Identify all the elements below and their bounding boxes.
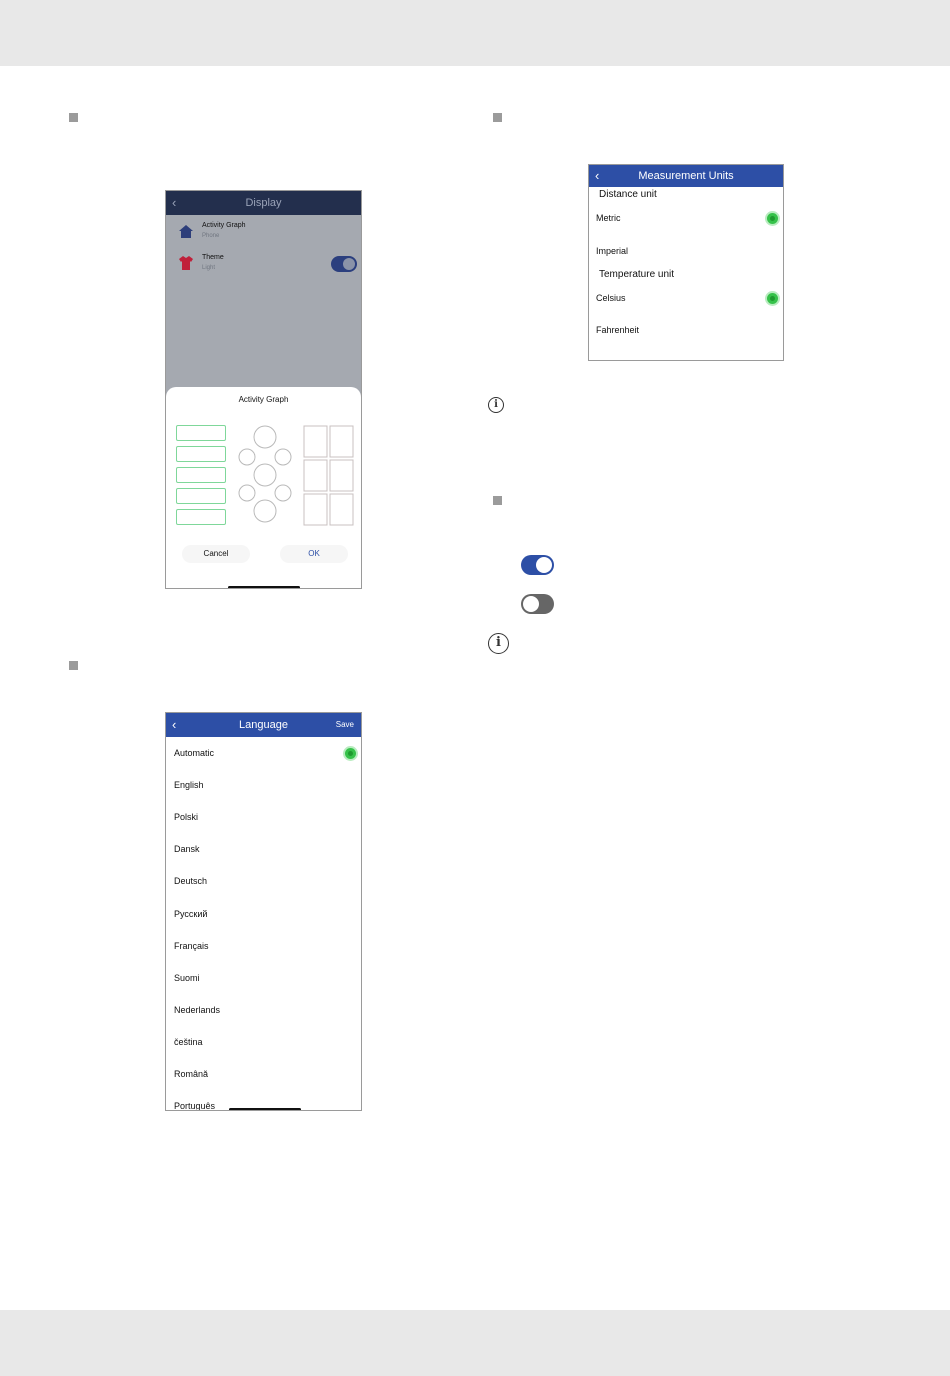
theme-toggle[interactable] bbox=[331, 256, 357, 272]
language-label: Română bbox=[174, 1069, 209, 1079]
bullet-marker bbox=[69, 661, 78, 670]
display-item-label: Theme bbox=[202, 254, 224, 261]
language-item[interactable] bbox=[166, 938, 361, 958]
option-label: Imperial bbox=[596, 246, 629, 256]
cancel-button[interactable]: Cancel bbox=[182, 545, 250, 563]
bar-slot bbox=[176, 446, 226, 462]
activity-graph-dialog bbox=[166, 387, 361, 589]
temperature-unit-header: Temperature unit bbox=[599, 269, 675, 280]
language-item[interactable] bbox=[166, 841, 361, 861]
option-imperial[interactable] bbox=[589, 242, 783, 262]
display-item-theme[interactable] bbox=[166, 253, 361, 281]
display-nav-bar bbox=[166, 191, 361, 215]
dialog-title: Activity Graph bbox=[238, 395, 289, 404]
home-indicator bbox=[228, 586, 300, 589]
display-screen bbox=[165, 190, 362, 589]
bullet-marker bbox=[493, 496, 502, 505]
option-fahrenheit[interactable] bbox=[589, 321, 783, 341]
language-item[interactable] bbox=[166, 873, 361, 893]
chevron-left-icon[interactable]: ‹ bbox=[172, 717, 177, 732]
save-button[interactable]: Save bbox=[335, 720, 354, 729]
language-item[interactable] bbox=[166, 777, 361, 797]
option-metric[interactable] bbox=[589, 209, 783, 229]
toggle-knob bbox=[536, 557, 552, 573]
language-label: Automatic bbox=[174, 748, 215, 758]
display-item-activity-graph[interactable] bbox=[166, 221, 361, 249]
chevron-left-icon[interactable]: ‹ bbox=[172, 195, 177, 210]
ok-button[interactable]: OK bbox=[280, 545, 348, 563]
language-nav-bar bbox=[166, 713, 361, 737]
language-label: Português bbox=[174, 1101, 216, 1111]
language-item[interactable] bbox=[166, 1034, 361, 1054]
footer-band bbox=[0, 1310, 950, 1376]
language-label: Dansk bbox=[174, 844, 200, 854]
option-label: Metric bbox=[596, 213, 621, 223]
language-item[interactable] bbox=[166, 1002, 361, 1022]
bar-slot bbox=[176, 509, 226, 525]
display-item-sublabel: Light bbox=[202, 265, 216, 271]
language-item[interactable] bbox=[166, 809, 361, 829]
language-item[interactable] bbox=[166, 970, 361, 990]
chevron-left-icon[interactable]: ‹ bbox=[595, 168, 600, 183]
language-item-automatic[interactable] bbox=[166, 745, 361, 765]
display-item-sublabel: Phone bbox=[202, 233, 220, 239]
toggle-on-icon bbox=[521, 555, 554, 575]
language-screen bbox=[165, 712, 362, 1111]
bar-slot bbox=[176, 467, 226, 483]
selected-radio-icon bbox=[345, 748, 356, 759]
language-item[interactable] bbox=[166, 906, 361, 926]
toggle-knob bbox=[523, 596, 539, 612]
measurement-units-screen bbox=[588, 164, 784, 361]
selected-radio-icon bbox=[767, 213, 778, 224]
measurement-nav-bar bbox=[589, 165, 783, 187]
option-celsius[interactable] bbox=[589, 289, 783, 309]
language-label: Deutsch bbox=[174, 876, 208, 886]
option-label: Fahrenheit bbox=[596, 325, 640, 335]
display-item-label: Activity Graph bbox=[202, 222, 246, 229]
graph-option-circles[interactable] bbox=[236, 423, 294, 527]
shirt-icon bbox=[178, 255, 194, 271]
toggle-off-icon bbox=[521, 594, 554, 614]
home-icon bbox=[178, 223, 194, 239]
bar-slot bbox=[176, 488, 226, 504]
language-label: Polski bbox=[174, 812, 199, 822]
info-icon: i bbox=[488, 397, 504, 413]
bar-slot bbox=[176, 425, 226, 441]
info-icon: i bbox=[488, 633, 509, 654]
graph-option-bars[interactable] bbox=[174, 423, 228, 527]
language-label: English bbox=[174, 780, 204, 790]
option-label: Celsius bbox=[596, 293, 626, 303]
display-title: Display bbox=[245, 197, 282, 209]
selected-radio-icon bbox=[767, 293, 778, 304]
header-band bbox=[0, 0, 950, 66]
language-title: Language bbox=[239, 719, 288, 731]
toggle-knob bbox=[343, 258, 355, 270]
language-label: Français bbox=[174, 941, 209, 951]
language-label: čeština bbox=[174, 1037, 203, 1047]
bullet-marker bbox=[69, 113, 78, 122]
distance-unit-header: Distance unit bbox=[599, 189, 657, 200]
graph-option-grid[interactable] bbox=[302, 425, 356, 527]
home-indicator bbox=[229, 1108, 301, 1111]
language-label: Suomi bbox=[174, 973, 200, 983]
measurement-title: Measurement Units bbox=[638, 170, 734, 182]
language-label: Русский bbox=[174, 909, 208, 919]
language-item[interactable] bbox=[166, 1066, 361, 1086]
bullet-marker bbox=[493, 113, 502, 122]
language-label: Nederlands bbox=[174, 1005, 221, 1015]
